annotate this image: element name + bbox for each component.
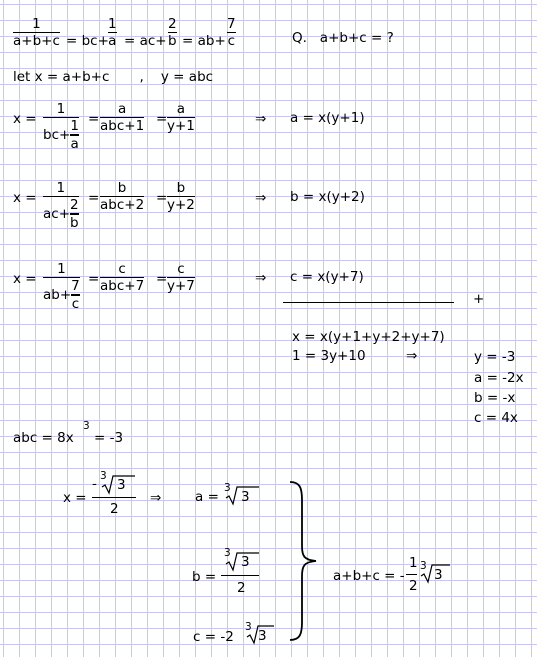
- numerator: 2: [70, 197, 79, 214]
- equals: =: [88, 190, 100, 206]
- solution-b: b = -x: [474, 390, 516, 406]
- abc-equation-rhs: = -3: [94, 430, 124, 446]
- solution-y: y = -3: [474, 349, 516, 365]
- numerator: 1: [70, 118, 79, 135]
- root-index: 3: [100, 470, 107, 482]
- equals: =: [156, 111, 168, 127]
- root-index: 3: [245, 621, 252, 633]
- nested-fraction-c: [43, 261, 80, 312]
- x-equals: x =: [13, 111, 37, 127]
- fraction-bar: [406, 574, 417, 575]
- x-equals: x =: [13, 271, 37, 287]
- radicand: 3: [434, 567, 443, 583]
- fraction-bar: [92, 497, 136, 498]
- nested-fraction-a: [43, 101, 79, 152]
- denominator: a: [108, 33, 117, 50]
- equals-bc-plus: = bc+: [66, 33, 109, 49]
- right-brace-icon: [286, 480, 320, 642]
- numerator: a: [117, 101, 127, 117]
- root-index: 3: [224, 482, 231, 494]
- c-equals: c = -2: [193, 629, 234, 645]
- plus-sign: +: [473, 291, 485, 307]
- denominator: abc+7: [100, 278, 145, 295]
- numerator: 1: [56, 101, 66, 117]
- denominator: 2: [237, 580, 246, 596]
- numerator: 1: [108, 16, 117, 32]
- denominator: a+b+c: [13, 33, 60, 50]
- denominator: 2: [110, 501, 119, 517]
- radicand: 3: [241, 489, 250, 505]
- solution-a: a = -2x: [474, 370, 524, 386]
- denominator: c: [227, 33, 236, 50]
- abc-equation-lhs: abc = 8x: [13, 430, 74, 446]
- fraction-1-over-sum: [13, 16, 60, 49]
- numerator: 1: [32, 16, 41, 32]
- fraction-a-over-abc1: [100, 101, 144, 134]
- fraction-c-over-y7: [167, 261, 195, 294]
- numerator: a: [176, 101, 186, 117]
- numerator: c: [118, 261, 126, 277]
- implies-arrow-icon: ⇒: [255, 190, 267, 206]
- inner-fraction: [71, 278, 80, 311]
- sum-rule: [283, 302, 454, 303]
- fraction-a-over-y1: [167, 101, 195, 134]
- denominator: abc+1: [100, 118, 145, 135]
- question: Q. a+b+c = ?: [292, 30, 394, 46]
- denominator: y+2: [167, 197, 195, 214]
- inner-fraction: [70, 197, 79, 230]
- root-index: 3: [420, 560, 427, 572]
- numerator: 7: [227, 16, 236, 32]
- equals: =: [88, 271, 100, 287]
- numerator: b: [176, 180, 186, 196]
- fraction-1-over-a: [108, 16, 117, 49]
- final-denominator: 2: [409, 578, 418, 594]
- numerator: c: [177, 261, 185, 277]
- let-definition: let x = a+b+c , y = abc: [13, 69, 214, 85]
- fraction-bar: [221, 575, 259, 576]
- fraction-c-over-abc7: [100, 261, 144, 294]
- denominator: b: [70, 214, 79, 231]
- x-equals: x =: [13, 190, 37, 206]
- solution-c: c = 4x: [474, 410, 518, 426]
- exponent: 3: [83, 420, 90, 432]
- root-index: 3: [224, 547, 231, 559]
- equals: =: [88, 111, 100, 127]
- final-numerator: 1: [409, 555, 418, 571]
- numerator: 1: [57, 261, 66, 277]
- denominator: y+1: [167, 118, 195, 135]
- result-b: b = x(y+2): [290, 189, 365, 205]
- b-equals: b =: [192, 569, 217, 585]
- denominator: c: [71, 295, 80, 312]
- result-c: c = x(y+7): [290, 269, 364, 285]
- radicand: 3: [258, 628, 267, 644]
- implies-arrow-icon: ⇒: [255, 270, 267, 286]
- fraction-7-over-c: [227, 16, 236, 49]
- equals: =: [156, 271, 168, 287]
- denominator: a: [70, 135, 79, 152]
- denominator: abc+2: [100, 197, 145, 214]
- denominator-prefix: bc+: [43, 126, 71, 143]
- implies-arrow-icon: ⇒: [150, 490, 162, 506]
- sum-line-2: 1 = 3y+10: [292, 348, 366, 364]
- fraction-2-over-b: [168, 16, 177, 49]
- x-equals: x =: [63, 490, 87, 506]
- numerator: 1: [56, 180, 66, 196]
- denominator-prefix: ac+: [43, 205, 71, 222]
- denominator-prefix: ab+: [43, 286, 72, 303]
- numerator: 7: [71, 278, 80, 295]
- implies-arrow-icon: ⇒: [255, 111, 267, 127]
- inner-fraction: [70, 118, 79, 151]
- radicand: 3: [117, 477, 126, 493]
- result-a: a = x(y+1): [290, 110, 365, 126]
- a-equals: a =: [195, 489, 219, 505]
- denominator: y+7: [167, 278, 195, 295]
- denominator: b: [168, 33, 177, 50]
- fraction-b-over-abc2: [100, 180, 144, 213]
- equals: =: [156, 190, 168, 206]
- denominator: [43, 118, 79, 151]
- fraction-b-over-y2: [167, 180, 195, 213]
- nested-fraction-b: [43, 180, 79, 231]
- numerator: 2: [168, 16, 177, 32]
- equals-ab-plus: = ab+: [182, 33, 226, 49]
- implies-arrow-icon: ⇒: [406, 348, 418, 364]
- numerator: b: [117, 180, 127, 196]
- denominator: [43, 197, 79, 230]
- radicand: 3: [241, 554, 250, 570]
- final-lhs: a+b+c = -: [333, 568, 405, 584]
- equals-ac-plus: = ac+: [124, 33, 167, 49]
- sum-line-1: x = x(y+1+y+2+y+7): [292, 329, 445, 345]
- denominator: [43, 278, 80, 311]
- minus-sign: -: [92, 476, 97, 492]
